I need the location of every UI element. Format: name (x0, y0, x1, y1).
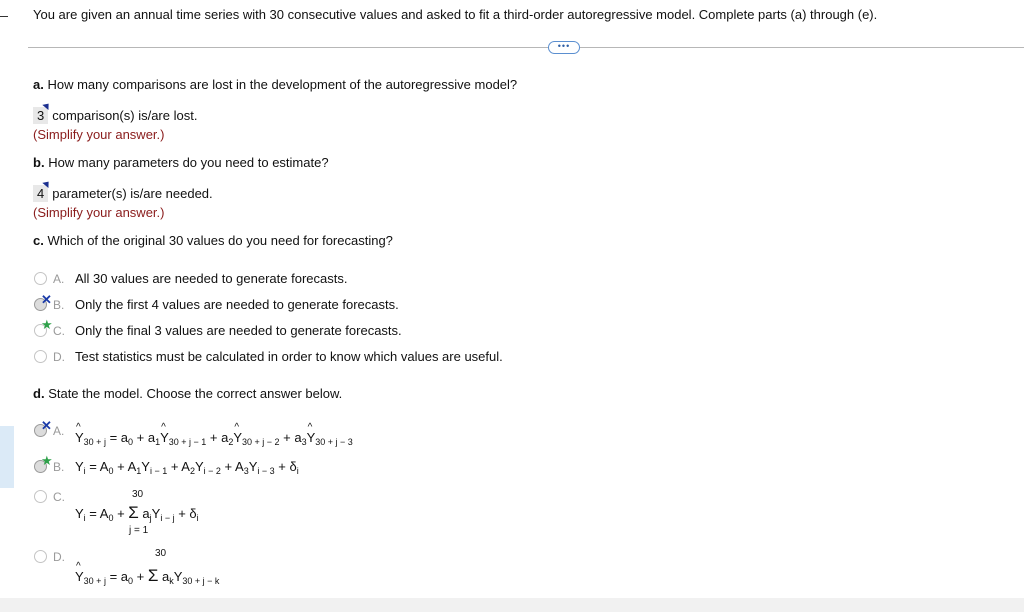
part-b-answer-value: 4 (37, 186, 45, 201)
part-c-option-d-text[interactable]: Test statistics must be calculated in order to know which values are useful. (75, 349, 503, 364)
part-b-letter: b. (33, 155, 45, 170)
part-d-option-c-sum-top: 30 (132, 489, 144, 500)
part-b-hint: (Simplify your answer.) (33, 205, 165, 220)
part-d-option-c-sum-bottom: j = 1 (129, 525, 149, 536)
footer-bar (0, 598, 1024, 612)
part-d-option-d-sum-top: 30 (155, 548, 167, 559)
part-d-letter: d. (33, 386, 45, 401)
part-d-option-d-equation[interactable]: ^ $Y_{30 + j} = a_0 + \Sigma$ $a_kY_{30 + j - k}$ (75, 566, 219, 586)
part-c-option-a-letter: A. (53, 272, 65, 286)
part-b-answer-box[interactable] (33, 185, 48, 202)
correct-star-icon: ★ (41, 317, 53, 332)
part-d-prompt (33, 386, 342, 401)
part-d-option-d-letter: D. (53, 550, 65, 564)
part-d-option-c-letter: C. (53, 490, 65, 504)
part-d-option-a-letter: A. (53, 424, 65, 438)
part-a-answer-value: 3 (37, 108, 45, 123)
part-a-hint: (Simplify your answer.) (33, 127, 165, 142)
part-a-text: How many comparisons are lost in the development of the autoregressive model? (47, 77, 518, 92)
part-d-option-c-radio[interactable] (34, 490, 47, 503)
part-a-prompt (33, 77, 517, 92)
wrong-x-icon: ✕ (41, 418, 52, 433)
part-c-text: Which of the original 30 values do you need for forecasting? (47, 233, 393, 248)
correct-star-icon: ★ (41, 453, 53, 468)
separator (28, 47, 1024, 48)
part-c-option-c-letter: C. (53, 324, 65, 338)
part-d-option-d-radio[interactable] (34, 550, 47, 563)
part-a-answer-box[interactable] (33, 107, 48, 124)
part-c-option-d-radio[interactable] (34, 350, 47, 363)
part-b-suffix: parameter(s) is/are needed. (52, 186, 213, 201)
more-button[interactable]: ••• (548, 41, 580, 54)
part-d-text: State the model. Choose the correct answer below. (48, 386, 343, 401)
question-text: You are given an annual time series with 30 consecutive values and asked to fit a third-order autoregressive model. Complete parts (a) through (e). (33, 7, 878, 22)
part-b-text: How many parameters do you need to estimate? (48, 155, 329, 170)
part-c-option-b-letter: B. (53, 298, 65, 312)
part-d-option-c-equation[interactable]: $Y_i = A_0 + \Sigma$ $a_jY_{i - j} + \delta_i$ (75, 503, 199, 523)
selection-indicator-bar (0, 426, 14, 488)
part-c-letter: c. (33, 233, 44, 248)
part-d-option-b-equation[interactable]: $Y_i = A_0 + A_1Y_{i - 1} + A_2Y_{i - 2} + A_3Y_{i - 3} + \delta_i$ (75, 459, 299, 476)
part-c-option-b-text[interactable]: Only the first 4 values are needed to generate forecasts. (75, 297, 399, 312)
part-b-prompt (33, 155, 329, 170)
part-d-option-a-equation[interactable]: ^ $Y_{30 + j} = a_0$ + $a_1\^{}$ $Y_{30 + j - 1}$ + $a_2\^{}$ $Y_{30 + j - 2}$ + $a_3\^{}$ $Y_{30 + j - 3}$ (75, 430, 353, 447)
part-a-letter: a. (33, 77, 44, 92)
wrong-x-icon: ✕ (41, 292, 52, 307)
part-c-prompt (33, 233, 393, 248)
part-a-suffix: comparison(s) is/are lost. (52, 108, 198, 123)
part-c-option-a-radio[interactable] (34, 272, 47, 285)
part-c-option-a-text[interactable]: All 30 values are needed to generate forecasts. (75, 271, 348, 286)
part-d-option-b-letter: B. (53, 460, 65, 474)
part-b-answer-row (33, 185, 213, 202)
part-c-option-d-letter: D. (53, 350, 65, 364)
left-dash (0, 16, 8, 17)
part-c-option-c-text[interactable]: Only the final 3 values are needed to generate forecasts. (75, 323, 402, 338)
part-a-answer-row (33, 107, 197, 124)
